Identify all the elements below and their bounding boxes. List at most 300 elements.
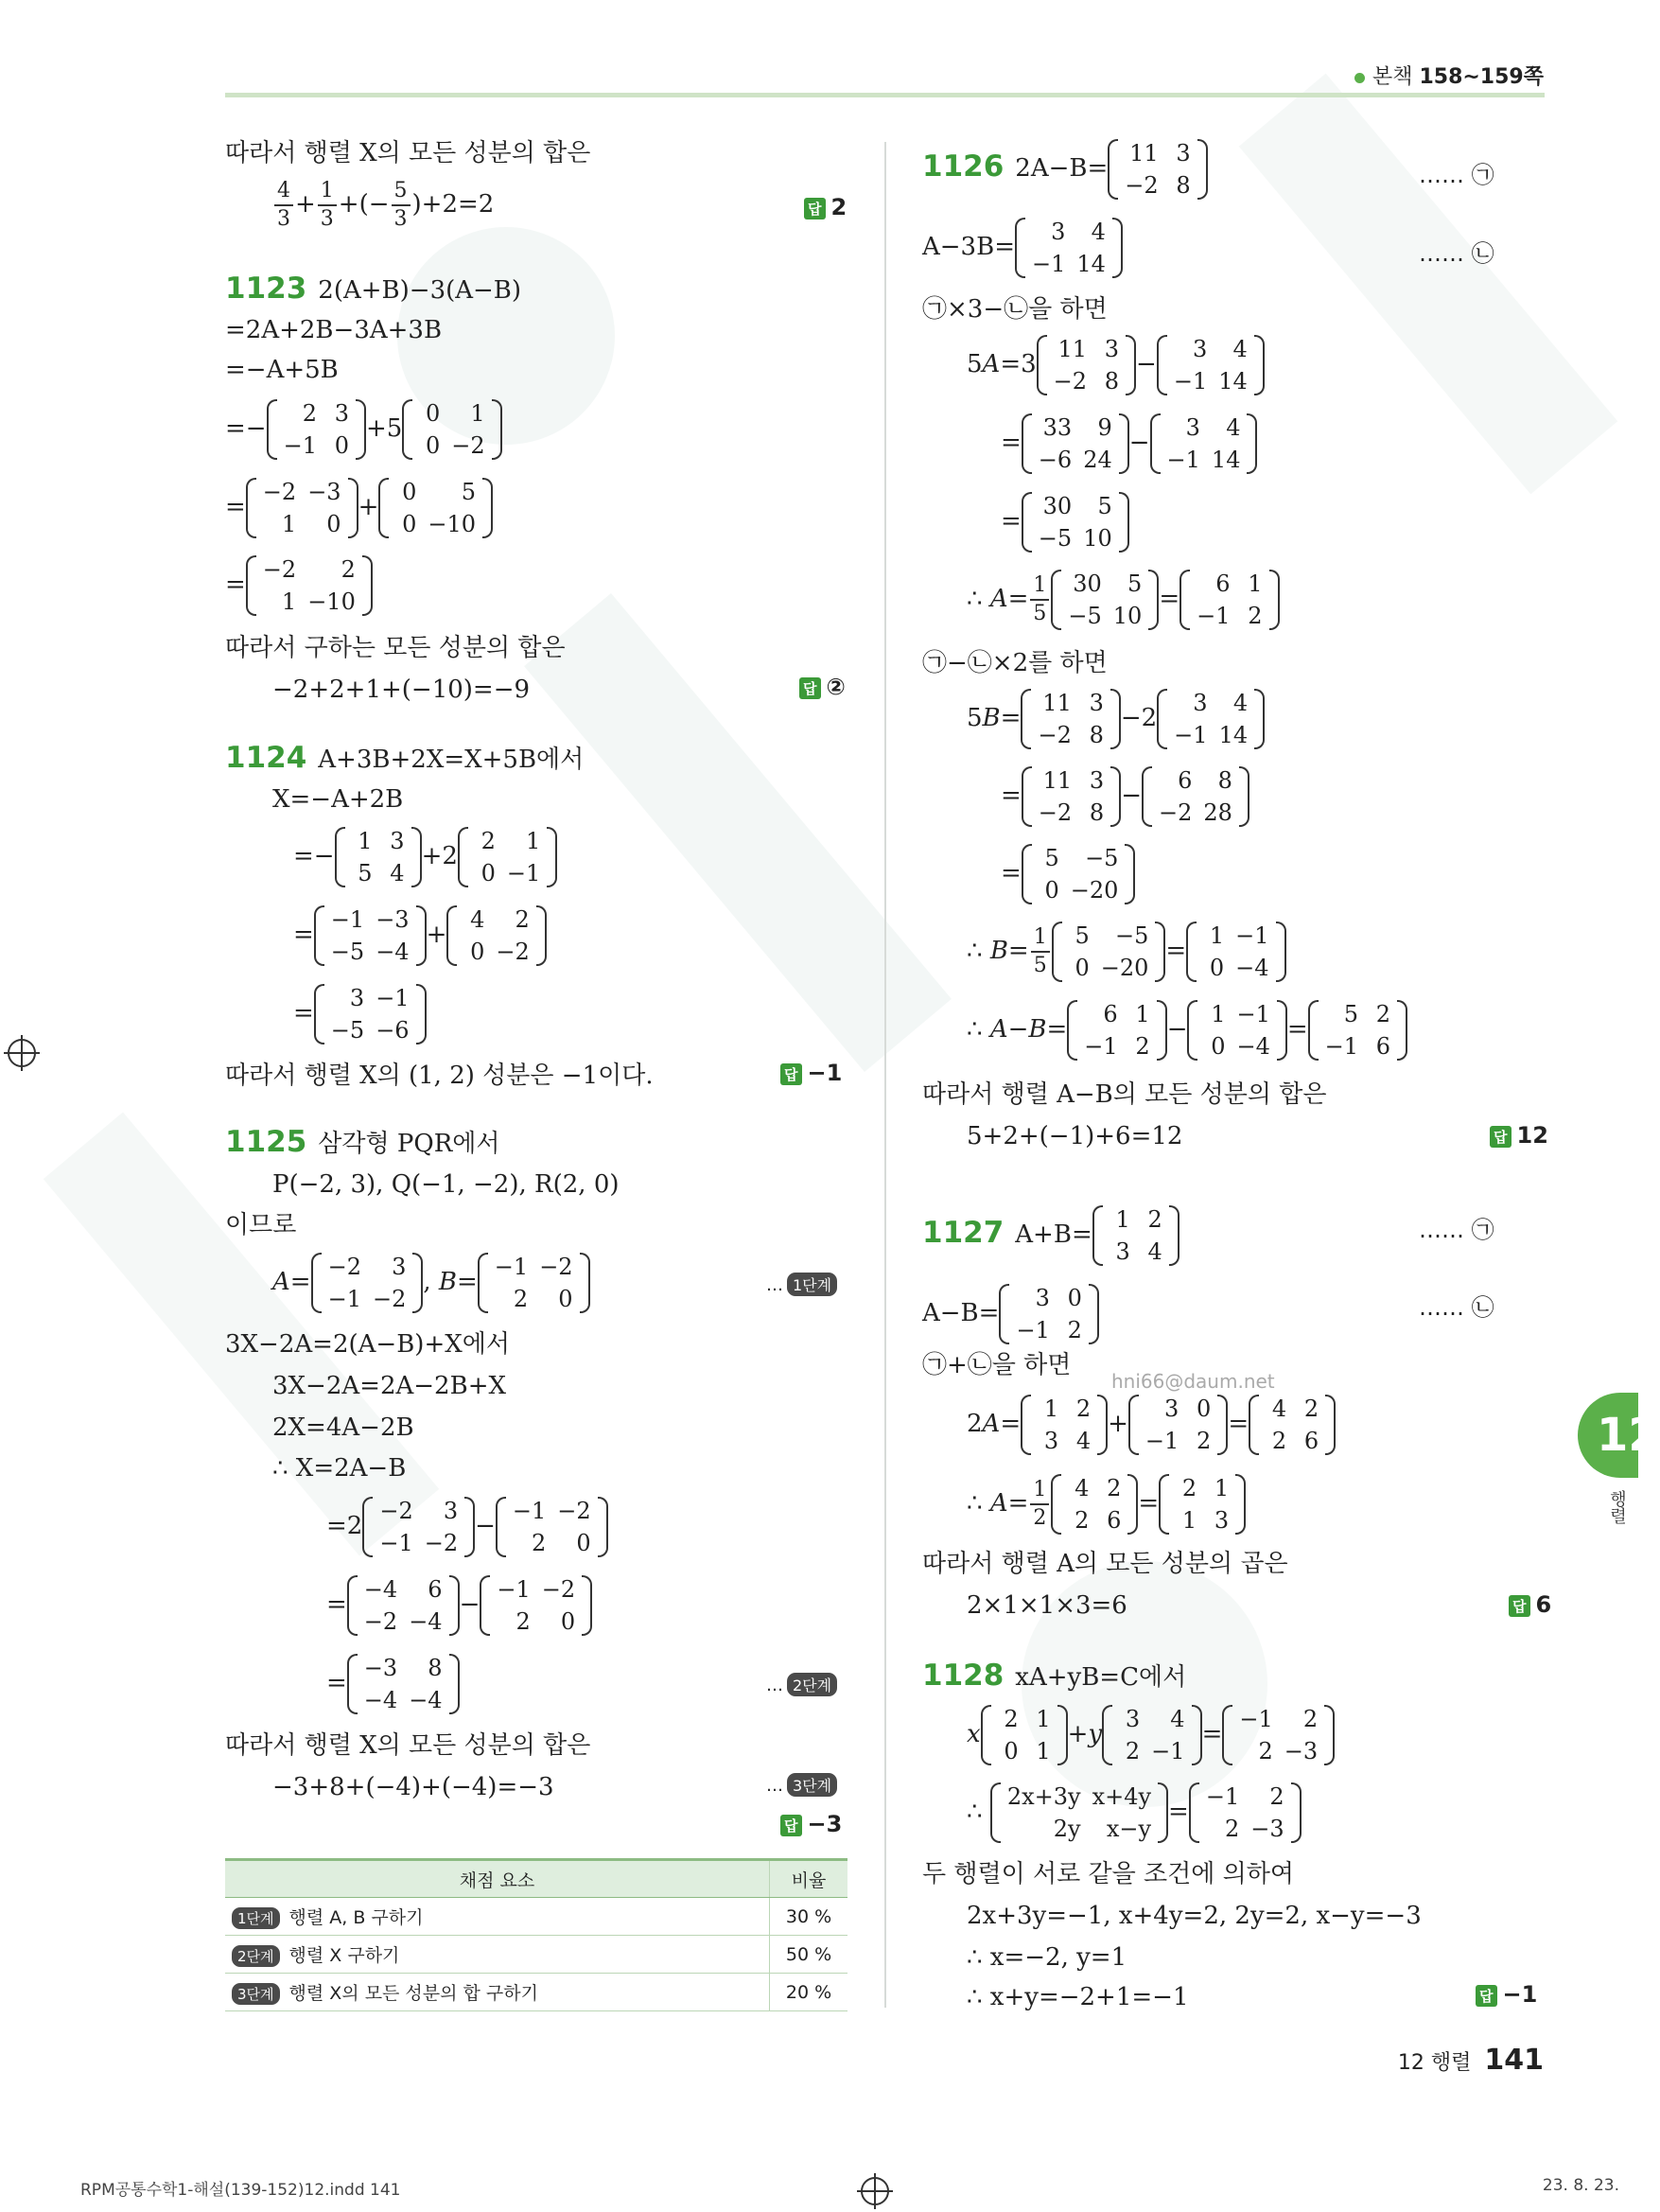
matrix-entry: 3 (1125, 1706, 1141, 1732)
matrix-entry: −2 (451, 432, 485, 459)
matrix-entry: −1 (497, 1576, 531, 1603)
matrix-entry: 1 (281, 511, 297, 537)
matrix-line: 5A=3 11 3 −2 8 − 3 4 −1 14 (967, 333, 1265, 397)
matrix-entry: 2 (1303, 1396, 1319, 1422)
matrix-line: ∴ A= $\frac{1}{2}$ 4 2 2 6 = 2 1 1 3 (967, 1472, 1246, 1536)
matrix-entry: 2 (515, 1608, 531, 1635)
matrix-entry: 1 (1181, 1507, 1197, 1534)
matrix-entry: 2 (1067, 1317, 1082, 1343)
matrix-line: = −4 6 −2 −4 − −1 −2 2 0 (326, 1573, 592, 1638)
matrix-line: x 2 1 0 1 +y 3 4 2 −1 = −1 2 2 −3 (967, 1703, 1335, 1767)
matrix-line: = 5 −5 0 −20 (1001, 842, 1135, 906)
matrix (347, 1652, 460, 1716)
matrix-entry: 2 (1197, 1428, 1212, 1454)
matrix-entry: −2 (363, 1608, 398, 1635)
matrix-entry: 4 (1147, 1238, 1162, 1265)
matrix (496, 1495, 608, 1559)
grading-header-ratio: 비율 (770, 1860, 848, 1898)
matrix-entry: 8 (1104, 368, 1120, 395)
equation-line: ∴ X=2A−B (272, 1454, 407, 1483)
matrix-entry: −5 (330, 939, 365, 965)
matrix-entry: 8 (1089, 799, 1105, 826)
matrix-entry: −2 (262, 556, 297, 583)
intro-text: 따라서 행렬 X의 모든 성분의 합은 (225, 139, 591, 167)
matrix-entry: 0 (334, 432, 349, 459)
matrix (999, 1282, 1098, 1346)
matrix-entry: −10 (307, 588, 356, 615)
matrix-entry: −2 (1125, 172, 1159, 199)
matrix-entry: 2 (481, 828, 496, 854)
matrix-entry: 4 (390, 860, 405, 887)
matrix-entry: 6 (1215, 571, 1231, 597)
matrix-entry: 1 (1036, 1706, 1051, 1732)
matrix (1022, 764, 1121, 829)
matrix-entry: 5 (358, 860, 373, 887)
matrix-entry: 14 (1211, 447, 1241, 473)
matrix-entry: −6 (376, 1017, 410, 1044)
matrix-entry: 11 (1129, 140, 1159, 167)
matrix-entry: −4 (409, 1687, 443, 1713)
table-row: 1단계 행렬 A, B 구하기 30 % (225, 1898, 847, 1936)
answer-1126: 답 12 (1490, 1122, 1548, 1149)
matrix-entry: −2 (1038, 799, 1073, 826)
matrix-entry: −1 (1324, 1033, 1359, 1060)
matrix-entry: 4 (1271, 1396, 1287, 1422)
problem-1123: 1123 2(A+B)−3(A−B) (225, 272, 522, 306)
operation-text: ㉠+㉡을 하면 (922, 1351, 1072, 1379)
matrix (378, 476, 493, 540)
matrix-entry: 3 (1193, 690, 1208, 716)
equation-line: 3X−2A=2(A−B)+X에서 (225, 1330, 510, 1359)
matrix-entry: 2 (1224, 1816, 1240, 1842)
matrix-entry: −3 (1284, 1738, 1319, 1764)
equation-line: =−A+5B (225, 356, 339, 384)
answer-1124: 답 −1 (780, 1060, 842, 1086)
matrix-entry: 9 (1097, 414, 1112, 441)
matrix-entry: −2 (539, 1254, 573, 1280)
matrix-entry: 6 (1107, 1507, 1122, 1534)
equation-line: =2A+2B−3A+3B (225, 316, 443, 344)
matrix-entry: −1 (283, 432, 317, 459)
matrix (1308, 998, 1407, 1062)
answer-1123: 답 ② (799, 674, 846, 700)
matrix-entry: 0 (426, 432, 441, 459)
matrix-entry: 3 (1185, 414, 1200, 441)
matrix-entry: 4 (1226, 414, 1241, 441)
matrix (1157, 687, 1265, 751)
matrix-entry: −2 (372, 1286, 407, 1312)
equation-line: 3X−2A=2A−2B+X (272, 1372, 506, 1400)
matrix-entry: 0 (1209, 955, 1225, 981)
matrix (1067, 998, 1166, 1062)
step-badge-1: … 1단계 (766, 1273, 837, 1296)
matrix-entry: 0 (1197, 1396, 1212, 1422)
page-header: 본책 158~159쪽 (1354, 61, 1544, 90)
matrix-entry: −4 (409, 1608, 443, 1635)
page-footer: 12 행렬 141 (1397, 2044, 1544, 2077)
matrix-entry: 1 (1211, 1001, 1226, 1027)
answer-1127: 답 6 (1509, 1591, 1551, 1618)
matrix-entry: 3 (443, 1498, 459, 1524)
matrix-entry: 5 (1075, 922, 1090, 949)
matrix-entry: 2 (1271, 1428, 1287, 1454)
intro-expression: $\frac{4}{3}$ + $\frac{1}{3}$ +(− $\frac{5}{3}$ )+2=2 (272, 178, 494, 233)
matrix-entry: 4 (1075, 1475, 1090, 1501)
matrix (314, 982, 427, 1046)
matrix-line: ∴ A= $\frac{1}{5}$ 30 5 −5 10 = 6 1 −1 2 (967, 568, 1280, 632)
matrix-entry: 10 (1112, 603, 1143, 629)
matrix-entry: 4 (1232, 690, 1249, 716)
equation-marker: …… ㉡ (1419, 1294, 1494, 1321)
sum-expression: 5+2+(−1)+6=12 (967, 1122, 1183, 1150)
conclusion-text: 따라서 구하는 모든 성분의 합은 (225, 634, 566, 662)
matrix-entry: −2 (327, 1254, 361, 1280)
matrix-line: = 11 3 −2 8 − 6 8 −2 28 (1001, 764, 1249, 829)
matrix-entry: −20 (1100, 955, 1149, 981)
matrix (1142, 764, 1249, 829)
matrix (1108, 137, 1207, 202)
matrix-entry: −1 (506, 860, 541, 887)
matrix-entry: 0 (560, 1608, 576, 1635)
matrix-entry: 2y (1053, 1816, 1081, 1842)
matrix-entry: 1 (1214, 1475, 1230, 1501)
matrix (981, 1703, 1068, 1767)
equation-line: 이므로 (225, 1211, 297, 1239)
matrix-entry: 4 (1232, 336, 1248, 362)
matrix-entry: 2 (1147, 1206, 1162, 1233)
matrix-entry: 3 (1043, 1428, 1059, 1454)
registration-mark-icon (8, 1039, 36, 1067)
matrix (1249, 1393, 1336, 1457)
matrix (314, 904, 427, 968)
matrix-entry: 3 (1089, 767, 1105, 794)
step-badge-3: … 3단계 (766, 1773, 837, 1797)
matrix (1092, 1203, 1179, 1268)
matrix-line: ∴ 2x+3y x+4y 2y x−y = −1 2 2 −3 (967, 1781, 1302, 1845)
step-badge-2: … 2단계 (766, 1673, 837, 1696)
answer-1125: 답 −3 (780, 1811, 842, 1837)
matrix-entry: 2 (1004, 1706, 1019, 1732)
matrix-entry: 0 (481, 860, 496, 887)
matrix-entry: 10 (1083, 525, 1112, 552)
matrix (1051, 568, 1159, 632)
equation-line: 두 행렬이 서로 같을 조건에 의하여 (922, 1860, 1294, 1888)
column-divider (884, 142, 886, 2008)
matrix-entry: −5 (330, 1017, 365, 1044)
matrix-entry: −2 (379, 1498, 413, 1524)
product-expression: 2×1×1×3=6 (967, 1591, 1127, 1620)
matrix-entry: 3 (1164, 1396, 1179, 1422)
matrix-entry: −2 (557, 1498, 591, 1524)
matrix-line: =2 −2 3 −1 −2 − −1 −2 2 0 (326, 1495, 608, 1559)
matrix-entry: 1 (1209, 922, 1225, 949)
matrix-entry: 3 (1192, 336, 1208, 362)
conclusion-text: 따라서 행렬 A의 모든 성분의 곱은 (922, 1550, 1288, 1578)
matrix (1021, 687, 1120, 751)
matrix (246, 476, 358, 540)
matrix (347, 1573, 460, 1638)
matrix (1015, 216, 1123, 280)
matrix (1159, 1472, 1246, 1536)
matrix-entry: −2 (1053, 368, 1088, 395)
problem-1125: 1125 삼각형 PQR에서 (225, 1125, 500, 1159)
matrix-entry: −1 (1205, 1783, 1240, 1810)
matrix-entry: 0 (402, 479, 417, 505)
matrix-entry: −4 (363, 1687, 398, 1713)
matrix-entry: 24 (1083, 447, 1112, 473)
matrix-entry: −1 (1016, 1317, 1050, 1343)
matrix-entry: 2x+3y (1006, 1783, 1081, 1810)
matrix-entry: −10 (428, 511, 477, 537)
matrix-entry: −1 (376, 985, 410, 1011)
matrix-entry: 30 (1073, 571, 1102, 597)
matrix (1051, 1472, 1138, 1536)
matrix-entry: −1 (379, 1530, 413, 1556)
matrix-entry: 8 (1176, 172, 1191, 199)
matrix-entry: 3 (349, 985, 365, 1011)
equation-marker: …… ㉠ (1419, 1217, 1494, 1243)
sum-expression: −2+2+1+(−10)=−9 (272, 676, 531, 704)
matrix-entry: 0 (426, 400, 441, 427)
matrix-entry: −3 (376, 906, 410, 933)
matrix-entry: 3 (392, 1254, 407, 1280)
matrix (990, 1781, 1168, 1845)
matrix-entry: 0 (1004, 1738, 1019, 1764)
matrix-line: = 33 9 −6 24 − 3 4 −1 14 (1001, 412, 1257, 476)
matrix-entry: 2 (1258, 1738, 1273, 1764)
matrix (246, 553, 373, 618)
matrix-entry: 2 (1248, 603, 1263, 629)
matrix-line: 2A= 1 2 3 4 + 3 0 −1 2 = 4 2 2 6 (967, 1393, 1336, 1457)
matrix (1157, 333, 1265, 397)
matrix-entry: 2 (532, 1530, 547, 1556)
matrix (478, 1251, 590, 1315)
problem-1124: 1124 A+3B+2X=X+5B에서 (225, 741, 585, 775)
matrix-entry: 28 (1203, 799, 1232, 826)
matrix-entry: −1 (1239, 1706, 1273, 1732)
matrix (1021, 1393, 1108, 1457)
matrix-entry: 1 (526, 828, 541, 854)
matrix-entry: −4 (1235, 955, 1269, 981)
matrix-entry: −1 (1084, 1033, 1118, 1060)
matrix-entry: 0 (576, 1530, 591, 1556)
matrix-entry: −2 (1038, 722, 1072, 748)
matrix (1150, 412, 1258, 476)
matrix-entry: −2 (424, 1530, 459, 1556)
problem-1126: 1126 2A−B= 11 3 −2 8 (922, 137, 1208, 202)
matrix-entry: 2 (341, 556, 356, 583)
matrix-entry: −1 (1197, 603, 1231, 629)
email-watermark: hni66@daum.net (1111, 1370, 1275, 1393)
matrix-entry: −3 (363, 1655, 398, 1681)
matrix-line: = −2 −3 1 0 + 0 5 0 −10 (225, 476, 493, 540)
matrix-entry: 3 (1089, 690, 1104, 716)
matrix-entry: 5 (1127, 571, 1143, 597)
matrix-entry: 14 (1218, 722, 1249, 748)
matrix-entry: 6 (1303, 1428, 1319, 1454)
matrix-line: = −3 8 −4 −4 (326, 1652, 460, 1716)
problem-1128: 1128 xA+yB=C에서 (922, 1659, 1187, 1693)
matrix-entry: 5 (461, 479, 477, 505)
matrix-line: = 30 5 −5 10 (1001, 490, 1129, 554)
matrix-entry: −1 (512, 1498, 547, 1524)
conclusion-text: 따라서 행렬 A−B의 모든 성분의 합은 (922, 1080, 1327, 1109)
matrix-entry: −1 (1151, 1738, 1185, 1764)
matrix-entry: −1 (1145, 1428, 1179, 1454)
equation-line: A−B= 3 0 −1 2 (922, 1282, 1099, 1346)
file-info: RPM공통수학1-해설(139-152)12.indd 141 (80, 2181, 401, 2200)
intro-answer: 답 2 (804, 194, 847, 220)
matrix-entry: 2 (1269, 1783, 1284, 1810)
matrix-entry: −5 (1085, 845, 1119, 871)
matrix-entry: 11 (1042, 690, 1072, 716)
table-row: 3단계 행렬 X의 모든 성분의 합 구하기 20 % (225, 1974, 847, 2011)
matrix-entry: 0 (402, 511, 417, 537)
equation-marker: …… ㉡ (1419, 240, 1494, 267)
equation-line: A−3B= 3 4 −1 14 (922, 216, 1123, 280)
matrix-entry: 2 (1375, 1001, 1391, 1027)
matrix-entry: 0 (558, 1286, 573, 1312)
matrix-line: = −1 −3 −5 −4 + 4 2 0 −2 (293, 904, 547, 968)
matrix-entry: x+4y (1092, 1783, 1152, 1810)
matrix-entry: 1 (470, 400, 485, 427)
matrix-entry: −1 (1173, 368, 1208, 395)
equation-line: X=−A+2B (272, 785, 404, 814)
matrix-line: A= −2 3 −1 −2 , B= −1 −2 2 0 (272, 1251, 590, 1315)
matrix-entry: 5 (1343, 1001, 1359, 1027)
matrix-entry: 4 (1091, 219, 1106, 245)
matrix (1222, 1703, 1335, 1767)
matrix (1022, 490, 1129, 554)
matrix-entry: 4 (1170, 1706, 1185, 1732)
matrix-entry: 1 (1115, 1206, 1130, 1233)
sum-expression: −3+8+(−4)+(−4)=−3 (272, 1773, 554, 1801)
matrix-entry: 2 (515, 906, 530, 933)
matrix-entry: 1 (1036, 1738, 1051, 1764)
equation-line: P(−2, 3), Q(−1, −2), R(2, 0) (272, 1170, 620, 1199)
matrix-entry: 14 (1218, 368, 1248, 395)
matrix (1022, 842, 1136, 906)
matrix (362, 1495, 475, 1559)
matrix-line: ∴ B= $\frac{1}{5}$ 5 −5 0 −20 = 1 −1 0 −4 (967, 920, 1286, 984)
matrix (1128, 1393, 1228, 1457)
matrix-entry: −1 (1236, 1001, 1270, 1027)
matrix (1187, 998, 1286, 1062)
matrix-entry: −2 (496, 939, 530, 965)
table-row: 2단계 행렬 X 구하기 50 % (225, 1936, 847, 1974)
matrix (1037, 333, 1136, 397)
matrix-entry: 2 (1107, 1475, 1122, 1501)
matrix-entry: 6 (1103, 1001, 1118, 1027)
matrix (1022, 412, 1129, 476)
conclusion-text: 따라서 행렬 X의 (1, 2) 성분은 −1이다. (225, 1062, 654, 1090)
matrix-entry: 8 (1089, 722, 1104, 748)
matrix (1052, 920, 1166, 984)
matrix-entry: −1 (330, 906, 365, 933)
matrix (311, 1251, 424, 1315)
matrix-entry: 8 (1217, 767, 1232, 794)
watermark-shape (1239, 74, 1617, 495)
matrix-entry: 2 (1135, 1033, 1150, 1060)
matrix-entry: 0 (326, 511, 341, 537)
operation-text: ㉠−㉡×2를 하면 (922, 649, 1108, 677)
matrix-entry: −1 (1166, 447, 1200, 473)
matrix-entry: 8 (428, 1655, 443, 1681)
matrix-entry: −1 (494, 1254, 529, 1280)
matrix-entry: 3 (1115, 1238, 1130, 1265)
matrix-entry: 11 (1057, 336, 1088, 362)
matrix-entry: −3 (307, 479, 341, 505)
matrix-entry: 1 (281, 588, 297, 615)
matrix-entry: −2 (541, 1576, 576, 1603)
chapter-tab: 12 (1578, 1393, 1638, 1478)
matrix-line: =− 1 3 5 4 +2 2 1 0 −1 (293, 825, 557, 889)
matrix-line: = 3 −1 −5 −6 (293, 982, 427, 1046)
bullet-icon (1354, 73, 1365, 83)
matrix-entry: −2 (1158, 799, 1193, 826)
matrix-entry: 2 (302, 400, 317, 427)
matrix-entry: 0 (1067, 1285, 1082, 1311)
matrix-entry: 3 (390, 828, 405, 854)
matrix-line: 5B= 11 3 −2 8 −2 3 4 −1 14 (967, 687, 1265, 751)
equation-marker: …… ㉠ (1419, 162, 1494, 188)
answer-1128: 답 −1 (1476, 1981, 1537, 2008)
matrix (458, 825, 557, 889)
matrix-entry: 3 (1035, 1285, 1050, 1311)
matrix-entry: 4 (470, 906, 485, 933)
matrix-entry: −4 (376, 939, 410, 965)
matrix-entry: 6 (428, 1576, 443, 1603)
matrix-entry: 1 (1248, 571, 1263, 597)
matrix-entry: 1 (1043, 1396, 1059, 1422)
matrix (1102, 1703, 1201, 1767)
matrix-entry: −4 (363, 1576, 398, 1603)
matrix (1186, 920, 1285, 984)
registration-mark-icon (861, 2177, 889, 2205)
matrix-entry: 2 (1075, 1507, 1090, 1534)
matrix-entry: 0 (470, 939, 485, 965)
matrix-line: ∴ A−B= 6 1 −1 2 − 1 −1 0 −4 = 5 2 −1 6 (967, 998, 1407, 1062)
watermark-shape (524, 593, 952, 1072)
equation-line: ∴ x=−2, y=1 (967, 1943, 1127, 1972)
matrix-entry: 3 (1051, 219, 1066, 245)
matrix-entry: −5 (1038, 525, 1073, 552)
matrix-entry: −5 (1114, 922, 1149, 949)
matrix-entry: −5 (1068, 603, 1102, 629)
matrix-line: =− 2 3 −1 0 +5 0 1 0 −2 (225, 397, 502, 462)
matrix-entry: 3 (1176, 140, 1191, 167)
matrix-entry: −3 (1250, 1816, 1284, 1842)
operation-text: ㉠×3−㉡을 하면 (922, 295, 1108, 324)
matrix-entry: 2 (1075, 1396, 1092, 1422)
matrix-entry: 1 (1135, 1001, 1150, 1027)
matrix-line: = −2 2 1 −10 (225, 553, 373, 618)
matrix-entry: 5 (1097, 493, 1112, 519)
header-rule (225, 93, 1545, 97)
grading-header: 채점 요소 (225, 1860, 770, 1898)
matrix (402, 397, 501, 462)
matrix-entry: 2 (1125, 1738, 1141, 1764)
matrix-entry: 6 (1375, 1033, 1391, 1060)
matrix-entry: x−y (1106, 1816, 1152, 1842)
matrix (446, 904, 546, 968)
matrix-entry: −4 (1236, 1033, 1270, 1060)
matrix-entry: 0 (1044, 877, 1059, 904)
matrix-entry: 30 (1042, 493, 1073, 519)
matrix-entry: −2 (262, 479, 297, 505)
chapter-tab-label: 행렬 (1607, 1490, 1627, 1524)
matrix-entry: 2 (1181, 1475, 1197, 1501)
